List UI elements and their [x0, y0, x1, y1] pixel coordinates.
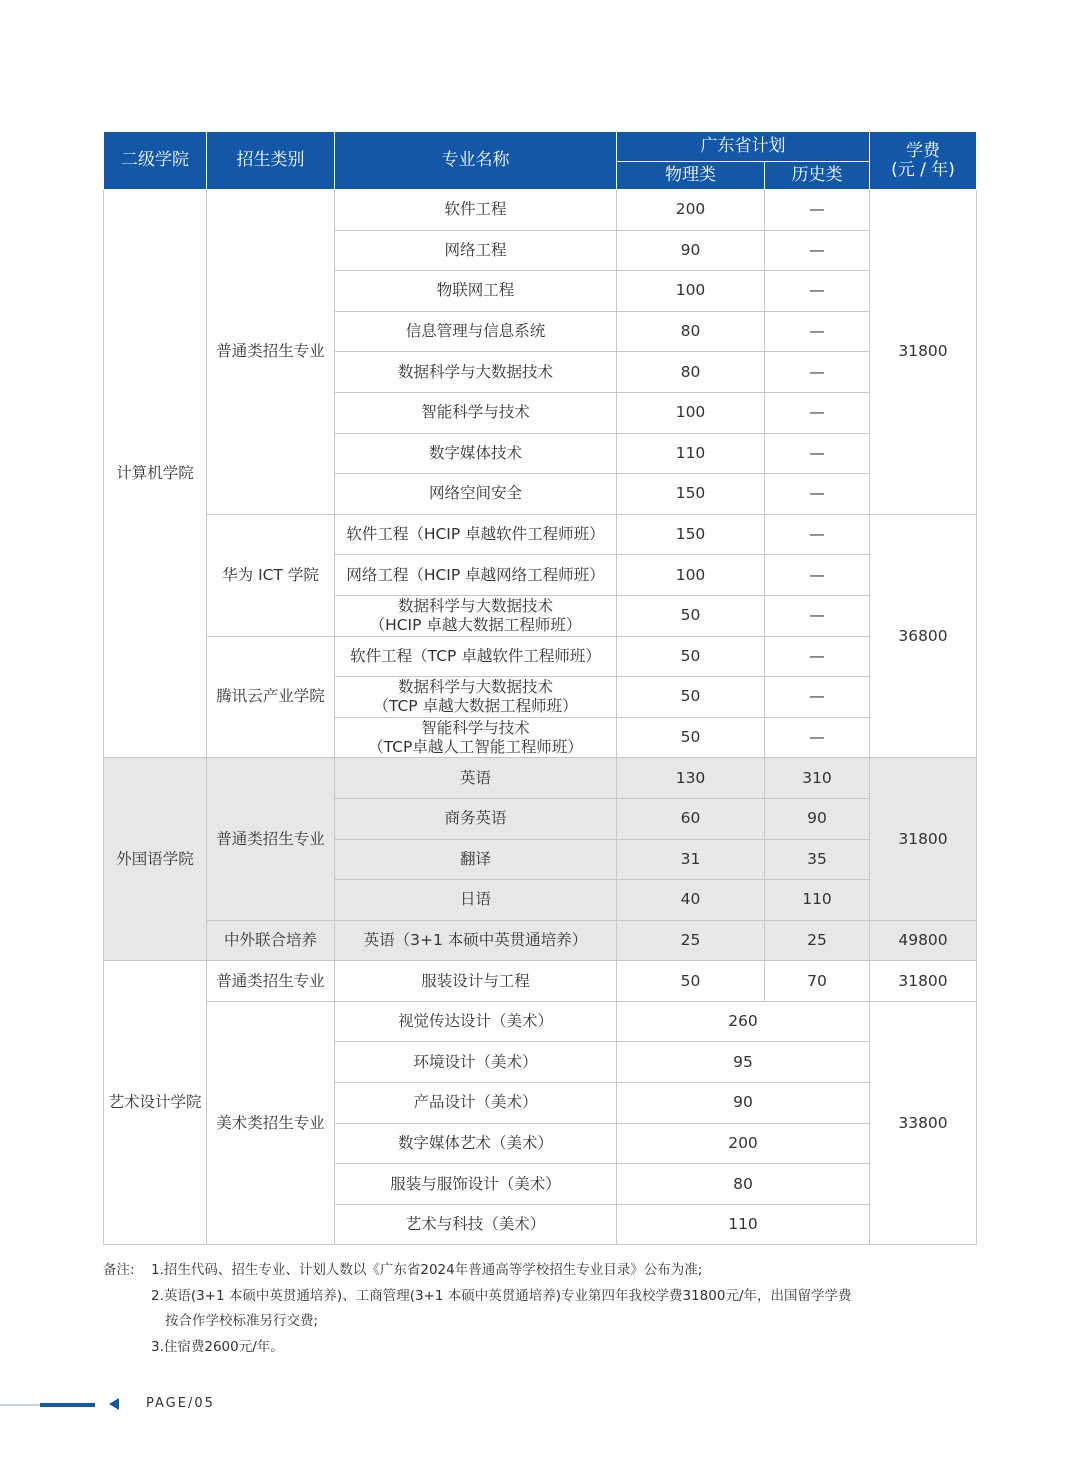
history-cell: — — [765, 636, 870, 677]
major-line: （HCIP 卓越大数据工程师班） — [369, 615, 582, 634]
history-cell: 35 — [765, 839, 870, 880]
history-cell: — — [765, 595, 870, 636]
major-cell: 艺术与科技（美术） — [335, 1204, 617, 1245]
major-cell: 软件工程（HCIP 卓越软件工程师班） — [335, 514, 617, 555]
physics-cell: 90 — [617, 230, 765, 271]
table-row — [104, 961, 977, 1002]
tuition-cell: 49800 — [870, 920, 977, 961]
plan-total-cell: 80 — [617, 1164, 870, 1205]
tuition-cell: 31800 — [870, 190, 977, 515]
major-cell — [335, 717, 617, 758]
physics-cell: 80 — [617, 311, 765, 352]
physics-cell: 150 — [617, 514, 765, 555]
header-guangdong-plan: 广东省计划 — [617, 132, 870, 162]
notes-section — [103, 1258, 923, 1360]
header-major: 专业名称 — [335, 132, 617, 190]
history-cell: 110 — [765, 880, 870, 921]
table-row — [104, 758, 977, 799]
note-row — [103, 1258, 923, 1284]
footer-rule-accent — [40, 1403, 95, 1407]
category-cell: 华为 ICT 学院 — [207, 514, 335, 636]
history-cell: — — [765, 474, 870, 515]
physics-cell: 130 — [617, 758, 765, 799]
history-cell: — — [765, 190, 870, 231]
major-line: （TCP 卓越大数据工程师班） — [373, 696, 578, 715]
history-cell: — — [765, 514, 870, 555]
header-tuition — [870, 132, 977, 190]
major-cell: 商务英语 — [335, 798, 617, 839]
table-row — [104, 636, 977, 677]
history-cell: — — [765, 311, 870, 352]
physics-cell: 100 — [617, 392, 765, 433]
history-cell: 310 — [765, 758, 870, 799]
college-cell: 计算机学院 — [104, 190, 207, 758]
history-cell: — — [765, 717, 870, 758]
major-cell: 服装与服饰设计（美术） — [335, 1164, 617, 1205]
major-line: （TCP卓越人工智能工程师班） — [368, 737, 583, 756]
table-row — [104, 1001, 977, 1042]
major-cell — [335, 677, 617, 718]
major-cell: 产品设计（美术） — [335, 1083, 617, 1124]
header-physics: 物理类 — [617, 162, 765, 190]
plan-total-cell: 110 — [617, 1204, 870, 1245]
category-cell: 美术类招生专业 — [207, 1001, 335, 1245]
physics-cell: 80 — [617, 352, 765, 393]
physics-cell: 100 — [617, 271, 765, 312]
college-cell: 外国语学院 — [104, 758, 207, 961]
enrollment-plan-table — [103, 131, 977, 1245]
major-cell: 视觉传达设计（美术） — [335, 1001, 617, 1042]
major-cell: 物联网工程 — [335, 271, 617, 312]
category-cell: 普通类招生专业 — [207, 961, 335, 1002]
major-cell: 数字媒体技术 — [335, 433, 617, 474]
major-cell: 数据科学与大数据技术 — [335, 352, 617, 393]
history-cell: 25 — [765, 920, 870, 961]
tuition-cell: 36800 — [870, 514, 977, 758]
physics-cell: 200 — [617, 190, 765, 231]
major-cell: 翻译 — [335, 839, 617, 880]
plan-total-cell: 260 — [617, 1001, 870, 1042]
major-cell: 服装设计与工程 — [335, 961, 617, 1002]
major-cell: 软件工程 — [335, 190, 617, 231]
category-cell: 普通类招生专业 — [207, 758, 335, 920]
header-category: 招生类别 — [207, 132, 335, 190]
major-cell: 信息管理与信息系统 — [335, 311, 617, 352]
note-2a: 2.英语(3+1 本硕中英贯通培养)、工商管理(3+1 本硕中英贯通培养)专业第四年我校学费31800元/年，出国留学学费 — [151, 1287, 852, 1304]
history-cell: 70 — [765, 961, 870, 1002]
physics-cell: 60 — [617, 798, 765, 839]
note-2b: 按合作学校标准另行交费; — [165, 1313, 319, 1329]
physics-cell: 31 — [617, 839, 765, 880]
plan-total-cell: 200 — [617, 1123, 870, 1164]
history-cell: 90 — [765, 798, 870, 839]
category-cell: 腾讯云产业学院 — [207, 636, 335, 758]
header-history: 历史类 — [765, 162, 870, 190]
history-cell: — — [765, 555, 870, 596]
physics-cell: 110 — [617, 433, 765, 474]
category-cell: 普通类招生专业 — [207, 190, 335, 515]
plan-total-cell: 95 — [617, 1042, 870, 1083]
history-cell: — — [765, 677, 870, 718]
major-cell: 环境设计（美术） — [335, 1042, 617, 1083]
major-cell: 英语 — [335, 758, 617, 799]
header-tuition-line1: 学费 — [906, 140, 940, 161]
major-cell: 英语（3+1 本硕中英贯通培养） — [335, 920, 617, 961]
major-cell: 日语 — [335, 880, 617, 921]
major-line: 数据科学与大数据技术 — [397, 677, 553, 696]
physics-cell: 150 — [617, 474, 765, 515]
history-cell: — — [765, 271, 870, 312]
plan-total-cell: 90 — [617, 1083, 870, 1124]
major-line: 数据科学与大数据技术 — [397, 596, 553, 615]
major-cell: 智能科学与技术 — [335, 392, 617, 433]
physics-cell: 50 — [617, 717, 765, 758]
history-cell: — — [765, 352, 870, 393]
note-1: 1.招生代码、招生专业、计划人数以《广东省2024年普通高等学校招生专业目录》公布为准; — [151, 1262, 703, 1278]
physics-cell: 50 — [617, 636, 765, 677]
physics-cell: 50 — [617, 595, 765, 636]
header-tuition-line2: (元 / 年) — [891, 159, 955, 180]
table-row — [104, 920, 977, 961]
category-cell: 中外联合培养 — [207, 920, 335, 961]
table-row — [104, 514, 977, 555]
page-number: PAGE/05 — [146, 1396, 215, 1411]
major-cell: 网络工程（HCIP 卓越网络工程师班） — [335, 555, 617, 596]
history-cell: — — [765, 392, 870, 433]
tuition-cell: 31800 — [870, 758, 977, 920]
table-row — [104, 190, 977, 231]
tuition-cell: 33800 — [870, 1001, 977, 1245]
major-line: 智能科学与技术 — [421, 718, 530, 737]
physics-cell: 40 — [617, 880, 765, 921]
major-cell: 网络工程 — [335, 230, 617, 271]
note-3: 3.住宿费2600元/年。 — [151, 1338, 284, 1355]
history-cell: — — [765, 230, 870, 271]
history-cell: — — [765, 433, 870, 474]
major-cell: 网络空间安全 — [335, 474, 617, 515]
physics-cell: 50 — [617, 677, 765, 718]
major-cell: 软件工程（TCP 卓越软件工程师班） — [335, 636, 617, 677]
header-college: 二级学院 — [104, 132, 207, 190]
physics-cell: 25 — [617, 920, 765, 961]
college-cell: 艺术设计学院 — [104, 961, 207, 1245]
notes-label: 备注: — [103, 1262, 135, 1278]
triangle-left-icon — [109, 1398, 119, 1410]
physics-cell: 50 — [617, 961, 765, 1002]
physics-cell: 100 — [617, 555, 765, 596]
major-cell: 数字媒体艺术（美术） — [335, 1123, 617, 1164]
tuition-cell: 31800 — [870, 961, 977, 1002]
major-cell — [335, 595, 617, 636]
